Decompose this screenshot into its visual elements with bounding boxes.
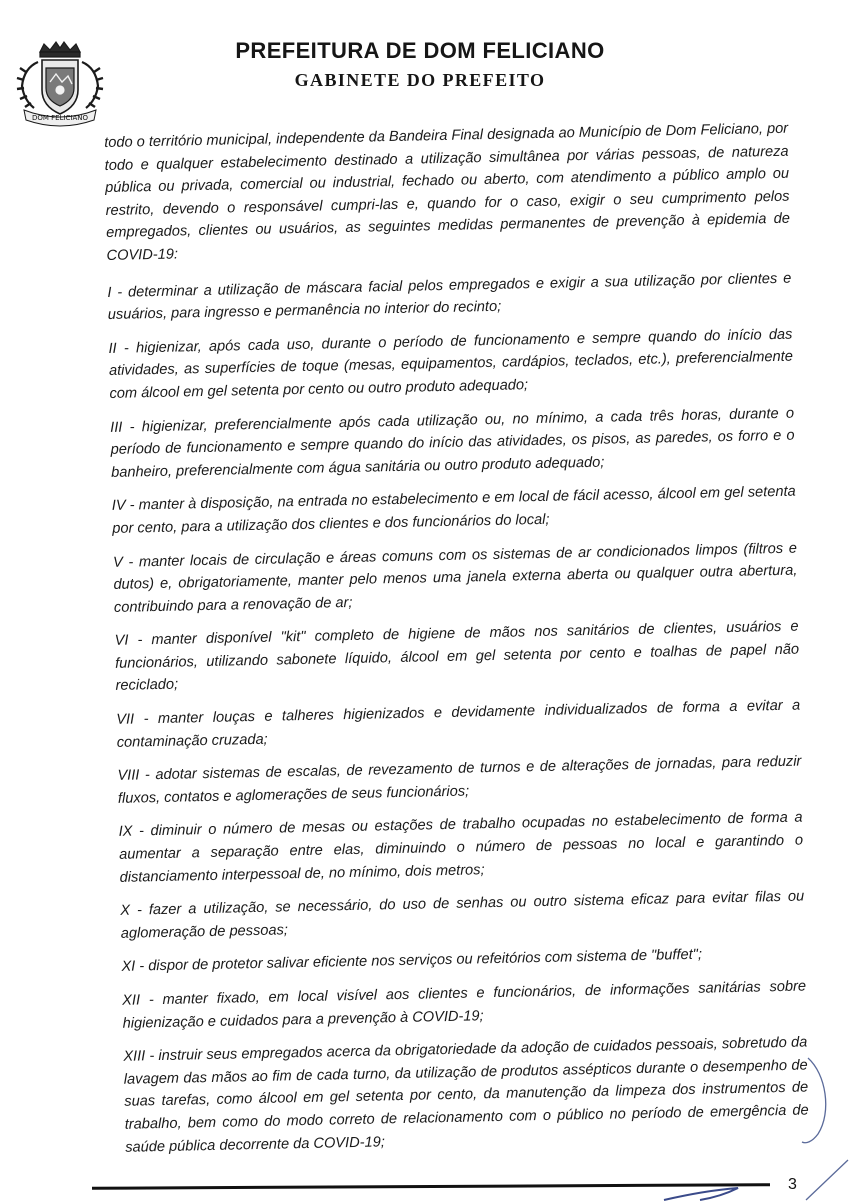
office-subtitle: GABINETE DO PREFEITO [294,70,546,90]
measure-item-viii: VIII - adotar sistemas de escalas, de revezamento de turnos e de alterações de jornadas, para reduzir fluxos, contatos e aglomerações de seus funcionários; [117,753,802,807]
intro-paragraph: todo o território municipal, independente da Bandeira Final designada ao Município de Dom Feliciano, por todo e qualquer estabelecimento destinado a utilização simultânea por várias pessoas, de natureza pública ou privada, comercial ou industrial, fechado ou aberto, com atendimento a público amplo ou restrito, devendo o responsável cumpri-las e, quando for o caso, exigir o seu cumprimento pelos empregados, clientes ou usuários, as seguintes medidas permanentes de prevenção à epidemia de COVID-19: [104,120,791,264]
measure-item-iii: III - higienizar, preferencialmente após cada utilização ou, no mínimo, a cada três horas, durante o período de funcionamento e sempre quando do início das atividades, os pisos, as paredes, os forro e o banheiro, preferencialmente com água sanitária ou outro produto adequado; [110,405,795,481]
measure-item-x: X - fazer a utilização, se necessário, do uso de senhas ou outro sistema eficaz para evitar filas ou aglomeração de pessoas; [120,888,805,942]
measure-item-xi: XI - dispor de protetor salivar eficiente nos serviços ou refeitórios com sistema de "buffet"; [121,947,703,976]
document-body [104,118,810,1170]
municipal-crest-icon [10,38,110,130]
measure-item-v: V - manter locais de circulação e áreas comuns com os sistemas de ar condicionados limpos (filtros e dutos) e, obrigatoriamente, manter pelo menos uma janela externa aberta ou qualquer outra abertura, contribuindo para a renovação de ar; [112,540,798,616]
page-number: 3 [788,1176,797,1193]
crest-caption: DOM FELICIANO [31,114,89,122]
measure-item-ix: IX - diminuir o número de mesas ou estações de trabalho ocupadas no estabelecimento de forma a aumentar a separação entre elas, diminuindo o número de pessoas no local e garantindo o distanciamento interpessoal de, no mínimo, dois metros; [118,809,804,886]
footer-rule [92,1183,770,1190]
measure-item-xii: XII - manter fixado, em local visível aos clientes e funcionários, de informações sanitárias sobre higienização e cuidados para a prevenção à COVID-19; [122,978,807,1032]
measure-item-vi: VI - manter disponível "kit" completo de higiene de mãos nos sanitários de clientes, usuários e funcionários, utilizando sabonete líquido, álcool em gel setenta por cento e toalhas de papel não reciclado; [114,618,800,695]
municipality-title: PREFEITURA DE DOM FELICIANO [235,38,605,63]
measure-item-vii: VII - manter louças e talheres higienizados e devidamente individualizados de forma a evitar a contaminação cruzada; [116,697,801,751]
measure-item-i: I - determinar a utilização de máscara facial pelos empregados e exigir a sua utilização por clientes e usuários, para ingresso e permanência no interior do recinto; [107,270,792,324]
measure-item-xiii: XIII - instruir seus empregados acerca da obrigatoriedade da adoção de cuidados pessoais, sobretudo da lavagem das mãos ao fim de cada turno, da utilização de produtos assépticos durante o desempenho de suas tarefas, como álcool em gel setenta por cento, da manutenção da limpeza dos instrumentos de trabalho, bem como do modo correto de relacionamento com o público no período de emergência de saúde pública decorrente da COVID-19; [123,1034,809,1156]
letterhead [180,38,660,91]
measure-item-ii: II - higienizar, após cada uso, durante o período de funcionamento e sempre quando do início das atividades, as superfícies de toque (mesas, equipamentos, cardápios, teclados, etc.), preferencialmente com álcool em gel setenta por cento ou outro produto adequado; [108,326,794,402]
measure-item-iv: IV - manter à disposição, na entrada no estabelecimento e em local de fácil acesso, álcool em gel setenta por cento, para a utilização dos clientes e dos funcionários do local; [111,483,796,537]
